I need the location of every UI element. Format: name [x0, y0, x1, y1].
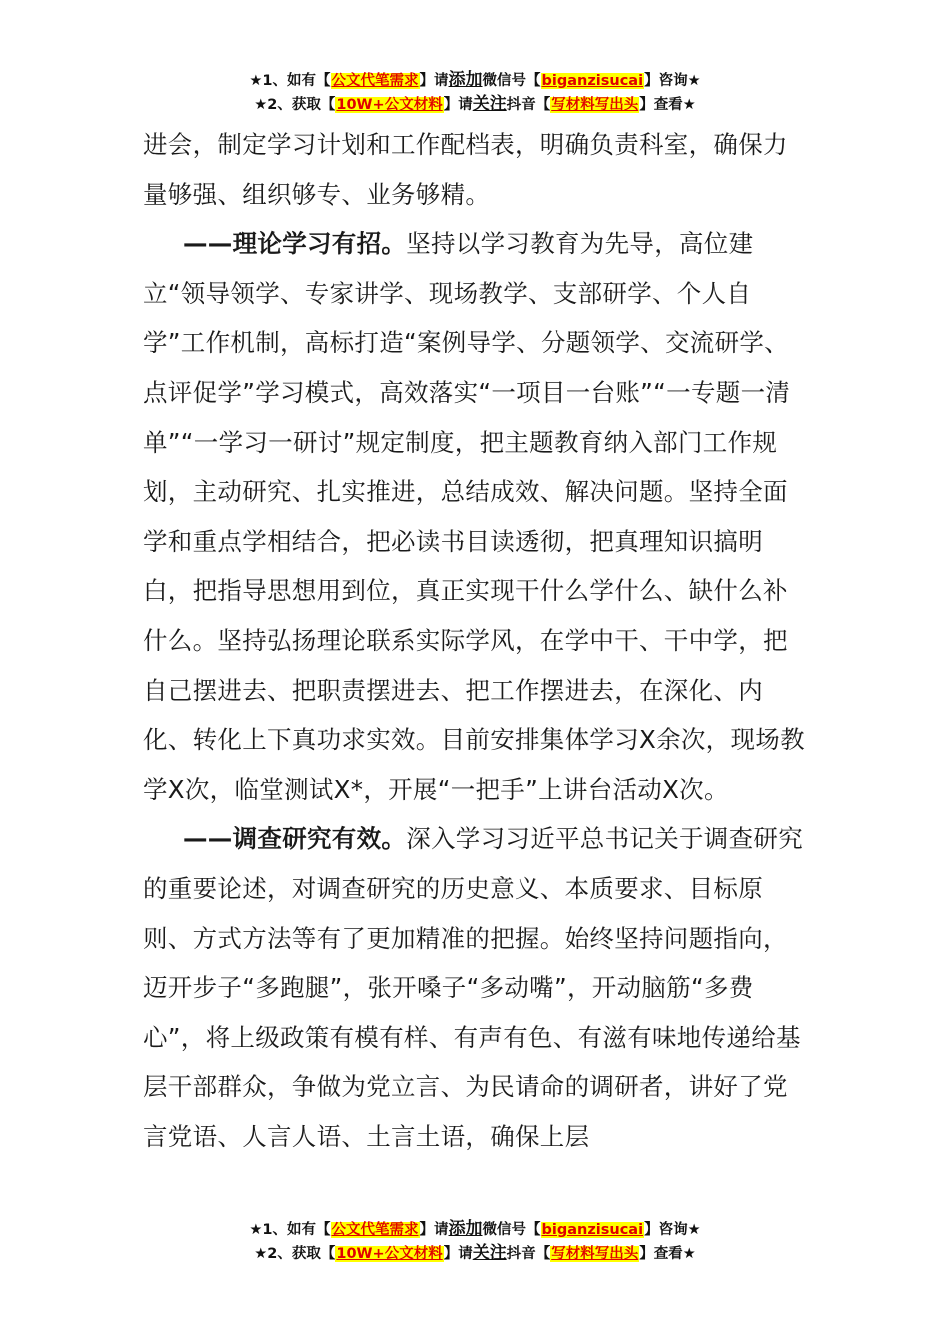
banner-line-2: ★2、获取【10W+公文材料】请关注抖音【写材料写出头】查看★ [254, 94, 696, 114]
banner-highlight: 公文代笔需求 [331, 73, 419, 89]
banner-line-2: ★2、获取【10W+公文材料】请关注抖音【写材料写出头】查看★ [254, 1243, 696, 1263]
header-banner [0, 68, 950, 116]
section-lead: ——调查研究有效。 [183, 824, 407, 854]
banner-highlight: 10W+公文材料 [336, 1246, 443, 1262]
banner-line-1: ★1、如有【公文代笔需求】请添加微信号【biganzisucai】咨询★ [249, 1219, 701, 1239]
document-body [143, 120, 808, 1161]
paragraph-1: 进会，制定学习计划和工作配档表，明确负责科室，确保力量够强、组织够专、业务够精。 [143, 130, 788, 209]
banner-highlight: 10W+公文材料 [336, 97, 443, 113]
banner-highlight: biganzisucai [541, 1222, 644, 1238]
banner-highlight: 公文代笔需求 [331, 1222, 419, 1238]
paragraph-theory-study: ——理论学习有招。坚持以学习教育为先导，高位建立“领导领学、专家讲学、现场教学、支部研学、个人自学”工作机制，高标打造“案例导学、分题领学、交流研学、点评促学”学习模式，高效落实“一项目一台账”“一专题一清单”“一学习一研讨”规定制度，把主题教育纳入部门工作规划，主动研究、扎实推进，总结成效、解决问题。坚持全面学和重点学相结合，把必读书目读透彻，把真理知识搞明白，把指导思想用到位，真正实现干什么学什么、缺什么补什么。坚持弘扬理论联系实际学风，在学中干、干中学，把自己摆进去、把职责摆进去、把工作摆进去，在深化、内化、转化上下真功求实效。目前安排集体学习X余次，现场教学X次，临堂测试X*，开展“一把手”上讲台活动X次。 [143, 229, 805, 804]
section-lead: ——理论学习有招。 [183, 229, 407, 259]
banner-highlight: 写材料写出头 [551, 97, 639, 113]
banner-highlight: biganzisucai [541, 73, 644, 89]
paragraph-research: ——调查研究有效。深入学习习近平总书记关于调查研究的重要论述，对调查研究的历史意义、本质要求、目标原则、方式方法等有了更加精准的把握。始终坚持问题指向，迈开步子“多跑腿”，张开嗓子“多动嘴”，开动脑筋“多费心”，将上级政策有模有样、有声有色、有滋有味地传递给基层干部群众，争做为党立言、为民请命的调研者，讲好了党言党语、人言人语、土言土语，确保上层 [143, 824, 804, 1151]
footer-banner [0, 1217, 950, 1265]
banner-highlight: 写材料写出头 [551, 1246, 639, 1262]
banner-line-1: ★1、如有【公文代笔需求】请添加微信号【biganzisucai】咨询★ [249, 70, 701, 90]
